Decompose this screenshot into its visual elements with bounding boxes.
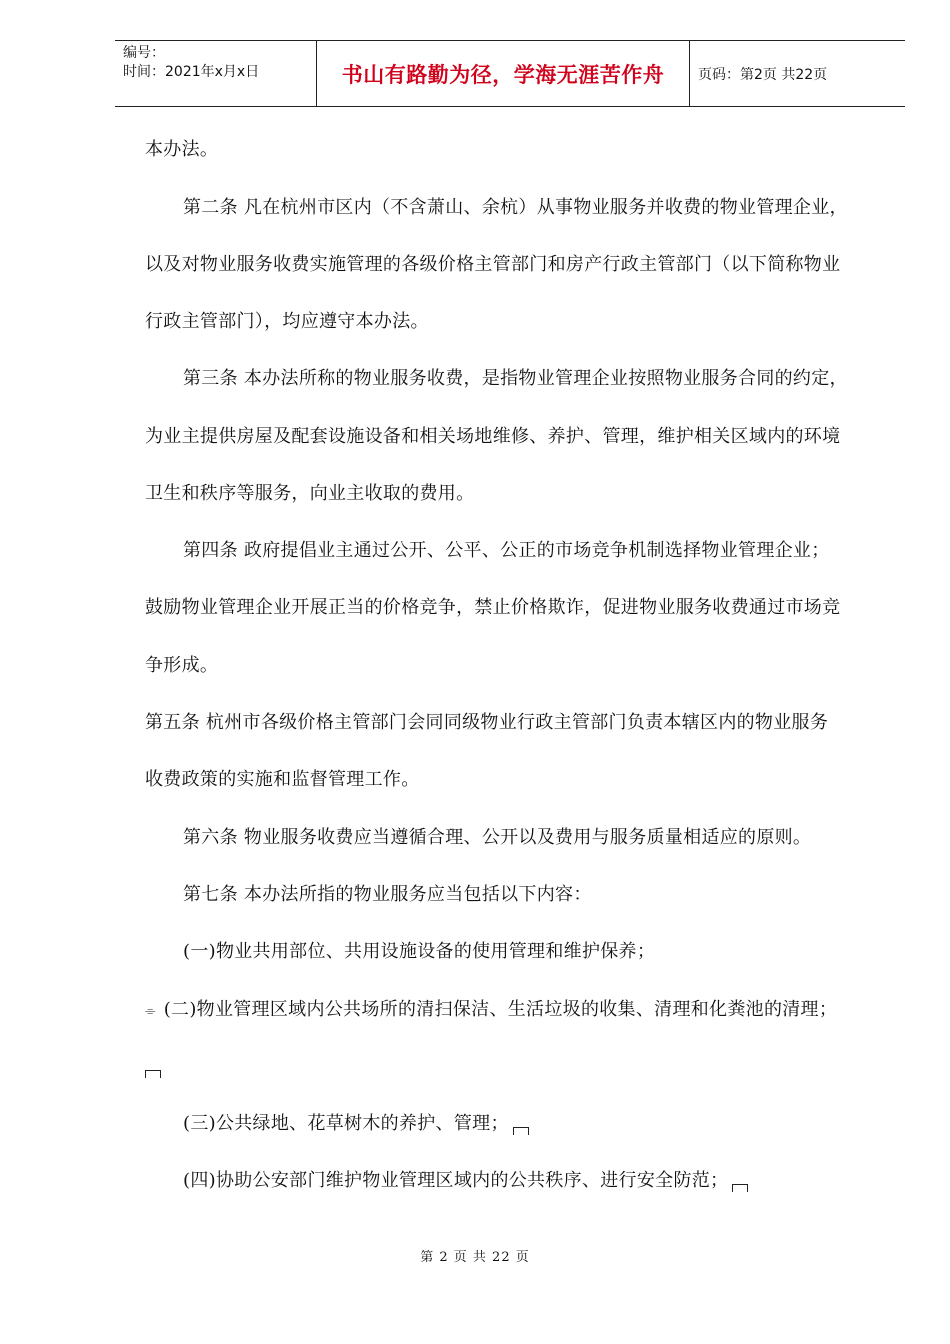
- body-line-with-mark: [183, 1112, 529, 1136]
- body-line: 第五条 杭州市各级价格主管部门会同同级物业行政主管部门负责本辖区内的物业服务: [145, 712, 829, 733]
- bracket-mark-icon: [732, 1184, 748, 1192]
- body-line: 行政主管部门），均应遵守本办法。: [145, 311, 429, 332]
- body-line-text: (四)协助公安部门维护物业管理区域内的公共秩序、进行安全防范；: [183, 1170, 729, 1191]
- body-line: 卫生和秩序等服务，向业主收取的费用。: [145, 483, 475, 504]
- body-line: 第六条 物业服务收费应当遵循合理、公开以及费用与服务质量相适应的原则。: [183, 827, 812, 848]
- header-page-info: 页码：第2页 共22页: [698, 66, 828, 83]
- bracket-mark-icon: [145, 1070, 161, 1078]
- body-line: 鼓励物业管理企业开展正当的价格竞争，禁止价格欺诈，促进物业服务收费通过市场竞: [145, 597, 841, 618]
- stray-prefix-mark: ⌯: [145, 1004, 156, 1019]
- page-footer: 第 2 页 共 22 页: [420, 1250, 530, 1265]
- header-motto: 书山有路勤为径，学海无涯苦作舟: [316, 41, 690, 106]
- bracket-mark-icon: [513, 1127, 529, 1135]
- page-header: [115, 40, 905, 107]
- bracket-mark-line: [145, 1055, 161, 1079]
- body-line-with-mark: [183, 1169, 748, 1193]
- body-line: 收费政策的实施和监督管理工作。: [145, 769, 420, 790]
- time-label: 时间：2021年x月x日: [123, 64, 260, 80]
- body-line: 本办法。: [145, 139, 219, 160]
- body-line: 第三条 本办法所称的物业服务收费，是指物业管理企业按照物业服务合同的约定，: [183, 368, 848, 389]
- header-meta: [115, 41, 316, 106]
- body-line-with-prefix: [145, 998, 837, 1024]
- body-line-text: (三)公共绿地、花草树木的养护、管理；: [183, 1113, 509, 1134]
- body-line: 第七条 本办法所指的物业服务应当包括以下内容：: [183, 884, 592, 905]
- body-line: 为业主提供房屋及配套设施设备和相关场地维修、养护、管理，维护相关区域内的环境: [145, 426, 841, 447]
- serial-label: 编号：: [123, 45, 165, 61]
- body-line: 争形成。: [145, 655, 219, 676]
- body-line: 第二条 凡在杭州市区内（不含萧山、余杭）从事物业服务并收费的物业管理企业，: [183, 197, 848, 218]
- body-line: 以及对物业服务收费实施管理的各级价格主管部门和房产行政主管部门（以下简称物业: [145, 254, 841, 275]
- body-line: 第四条 政府提倡业主通过公开、公平、公正的市场竞争机制选择物业管理企业；: [183, 540, 830, 561]
- body-line: (一)物业共用部位、共用设施设备的使用管理和维护保养；: [183, 941, 656, 962]
- body-line-text: (二)物业管理区域内公共场所的清扫保洁、生活垃圾的收集、清理和化粪池的清理；: [163, 999, 838, 1020]
